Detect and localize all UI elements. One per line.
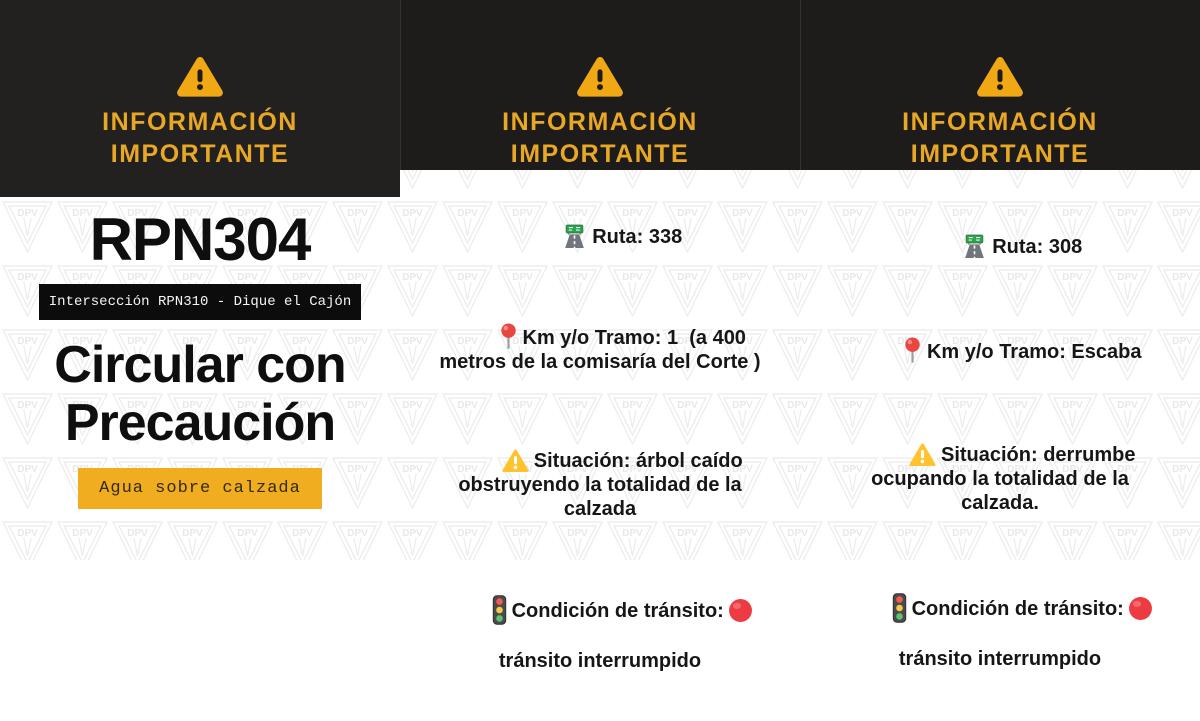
panel-ruta-338 <box>400 0 800 672</box>
panel-divider <box>400 0 401 197</box>
panel-body-ruta-308 <box>800 170 1200 719</box>
panel-ruta-308 <box>800 0 1200 670</box>
route-code: RPN304 <box>89 206 311 273</box>
panel-body-rpn304 <box>0 197 400 560</box>
condition-line <box>447 571 753 721</box>
instruction-text <box>54 336 345 452</box>
km-text: Km y/o Tramo: 1 (a 400 metros de la comisaría del Corte ) <box>439 327 761 373</box>
header-title <box>502 106 698 170</box>
warning-sign-icon <box>502 448 529 473</box>
route-text: Ruta: 308 <box>992 236 1083 258</box>
pushpin-icon <box>499 323 518 350</box>
route-line <box>918 210 1082 283</box>
warning-sign-icon <box>909 442 936 467</box>
header-line2: IMPORTANTE <box>910 140 1090 168</box>
alert-header-1 <box>0 0 400 197</box>
header-line1: INFORMACIÓN <box>102 108 298 136</box>
cause-badge: Agua sobre calzada <box>78 468 322 509</box>
header-line2: IMPORTANTE <box>510 140 690 168</box>
location-bar: Intersección RPN310 - Dique el Cajón <box>39 284 361 320</box>
warning-triangle-icon <box>577 56 623 98</box>
instruction-line1: Circular con <box>54 336 346 394</box>
motorway-icon <box>962 234 987 259</box>
condition-text: Condición de tránsito: <box>511 600 724 622</box>
header-title <box>902 106 1098 170</box>
km-line <box>422 299 778 398</box>
condition-status: tránsito interrumpido <box>498 650 702 672</box>
situation-line <box>422 424 778 545</box>
panel-divider <box>800 0 801 197</box>
motorway-icon <box>562 224 587 249</box>
header-line1: INFORMACIÓN <box>902 108 1098 136</box>
header-line2: IMPORTANTE <box>110 140 290 168</box>
km-line <box>859 313 1142 388</box>
red-circle-icon <box>1128 596 1153 621</box>
warning-triangle-icon <box>177 56 223 98</box>
route-line <box>518 200 682 273</box>
panel-rpn304 <box>0 0 400 560</box>
alert-header-2 <box>400 0 800 170</box>
situation-text: Situación: derrumbe ocupando la totalidad de la calzada. <box>871 444 1142 514</box>
situation-line <box>835 418 1165 539</box>
header-title <box>102 106 298 170</box>
pushpin-icon <box>903 337 922 364</box>
red-circle-icon <box>728 598 753 623</box>
route-text: Ruta: 338 <box>592 226 683 248</box>
traffic-light-icon <box>892 593 907 623</box>
warning-triangle-icon <box>977 56 1023 98</box>
situation-text: Situación: árbol caído obstruyendo la totalidad de la calzada <box>458 450 749 520</box>
header-line1: INFORMACIÓN <box>502 108 698 136</box>
alert-header-3 <box>800 0 1200 170</box>
condition-line <box>847 569 1153 719</box>
km-text: Km y/o Tramo: Escaba <box>926 341 1142 363</box>
condition-text: Condición de tránsito: <box>911 598 1124 620</box>
panel-body-ruta-338 <box>400 170 800 721</box>
traffic-light-icon <box>492 595 507 625</box>
instruction-line2: Precaución <box>64 394 336 453</box>
condition-status: tránsito interrumpido <box>898 648 1102 670</box>
